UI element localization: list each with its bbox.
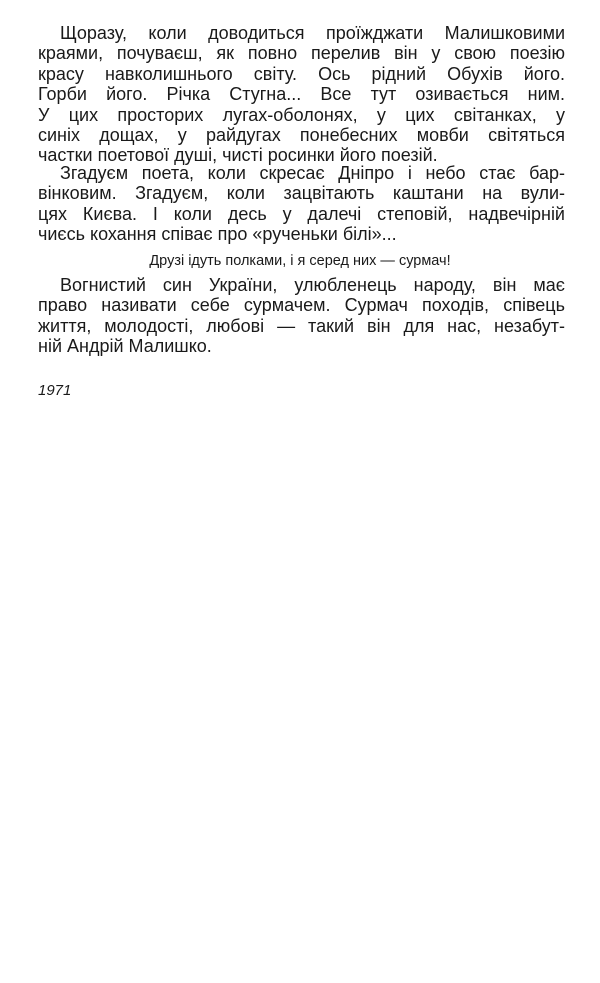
text-line: синіх дощах, у райдугах понебесних мовби світяться	[38, 124, 565, 145]
text-line: Вогнистий син України, улюбленець народу, він має	[60, 275, 565, 295]
text-line: краями, почуваєш, як повно перелив він у свою поезію	[38, 43, 565, 64]
paragraph-3	[38, 275, 565, 357]
text-line: красу навколишнього світу. Ось рідний Обухів його.	[38, 63, 565, 84]
text-line: чиєсь кохання співає про «рученьки білі»...	[38, 224, 397, 245]
text-line: Щоразу, коли доводиться проїжджати Малишковими	[60, 23, 565, 43]
epigraph-quote: Друзі ідуть полками, і я серед них — сурмач!	[149, 253, 451, 269]
text-line: цях Києва. І коли десь у далечі степовій, надвечірній	[38, 203, 565, 224]
text-line: ній Андрій Малишко.	[38, 336, 212, 357]
paragraph-2	[38, 163, 565, 245]
text-line: вінковим. Згадуєм, коли зацвітають каштани на вули-	[38, 183, 565, 204]
text-line: життя, молодості, любові — такий він для нас, незабут-	[38, 315, 565, 336]
paragraph-1	[38, 23, 565, 166]
text-line: право називати себе сурмачем. Сурмач походів, співець	[38, 295, 565, 316]
text-line: Згадуєм поета, коли скресає Дніпро і небо стає бар-	[60, 163, 565, 183]
text-line: У цих просторих лугах-оболонях, у цих світанках, у	[38, 104, 565, 125]
date-year: 1971	[38, 382, 72, 399]
text-line: Горби його. Річка Стугна... Все тут озивається ним.	[38, 84, 565, 105]
text-line: частки поетової душі, чисті росинки його поезій.	[38, 145, 438, 166]
